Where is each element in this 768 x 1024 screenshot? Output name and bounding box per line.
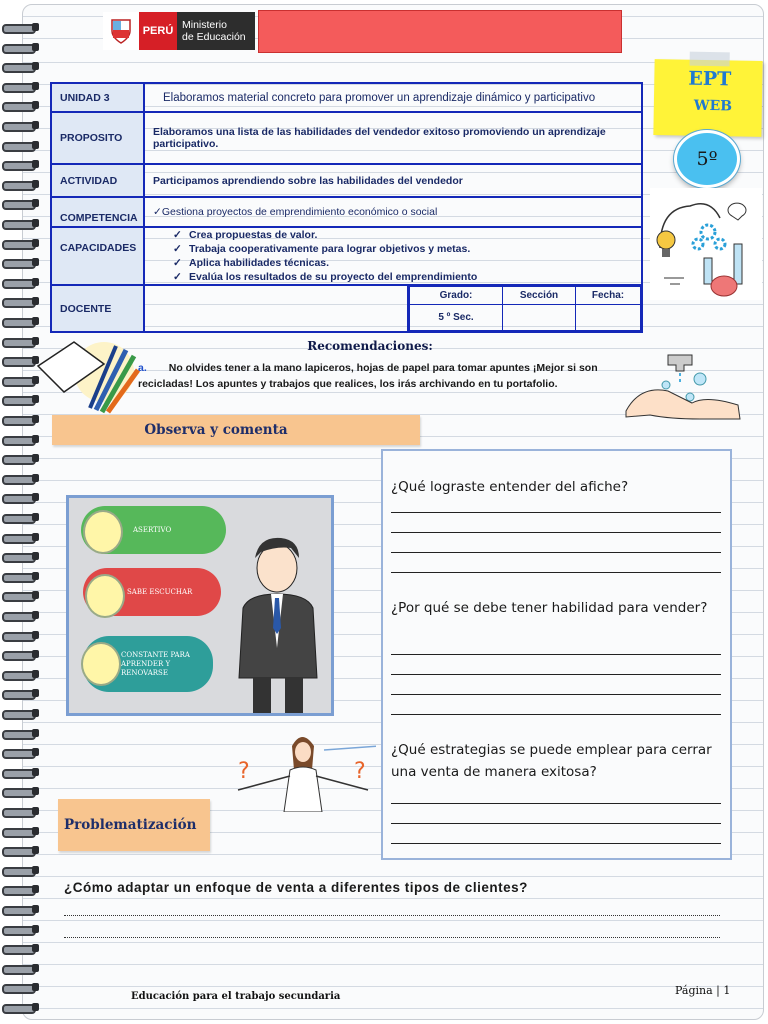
lightbulb-icon	[81, 642, 121, 686]
coil-hole	[32, 729, 39, 737]
coil-hole	[32, 454, 39, 462]
coil-ring	[2, 396, 36, 406]
coil-ring	[2, 671, 36, 681]
coil-hole	[32, 670, 39, 678]
spiral-coil	[2, 826, 38, 836]
handwashing-icon	[620, 345, 744, 427]
coat-of-arms-icon	[103, 12, 139, 50]
coil-hole	[32, 513, 39, 521]
coil-ring	[2, 965, 36, 975]
coil-ring	[2, 788, 36, 798]
spiral-coil	[2, 571, 38, 581]
seccion-field[interactable]	[503, 305, 576, 331]
web-label: WEB	[693, 97, 733, 115]
coil-ring	[2, 906, 36, 916]
coil-hole	[32, 925, 39, 933]
fecha-label: Fecha:	[576, 287, 641, 305]
coil-ring	[2, 220, 36, 230]
question-mark-icon: ?	[238, 759, 250, 784]
spiral-coil	[2, 806, 38, 816]
answer-line[interactable]	[391, 823, 721, 824]
grado-seccion-fecha-table	[409, 286, 641, 331]
coil-hole	[32, 983, 39, 991]
peru-label: PERÚ	[139, 12, 177, 50]
coil-ring	[2, 553, 36, 563]
spiral-coil	[2, 728, 38, 738]
coil-ring	[2, 730, 36, 740]
poster-item3: CONSTANTE PARA APRENDER Y RENOVARSE	[121, 650, 190, 677]
grado-value: 5 º Sec.	[410, 305, 503, 331]
ministry-name: Ministerio de Educación	[182, 19, 246, 43]
check-icon: ✓	[153, 206, 162, 218]
coil-ring	[2, 534, 36, 544]
question-1: ¿Qué lograste entender del afiche?	[391, 479, 629, 495]
coil-hole	[32, 827, 39, 835]
capacidad-item: ✓ Trabaja cooperativamente para lograr objetivos y metas.	[173, 243, 471, 255]
coil-ring	[2, 573, 36, 583]
spiral-coil	[2, 845, 38, 855]
coil-ring	[2, 338, 36, 348]
coil-hole	[32, 591, 39, 599]
coil-hole	[32, 964, 39, 972]
capacidades-list	[169, 228, 641, 284]
coil-hole	[32, 82, 39, 90]
spiral-coil	[2, 884, 38, 894]
coil-hole	[32, 62, 39, 70]
coil-ring	[2, 847, 36, 857]
check-icon: ✓	[173, 271, 182, 283]
coil-ring	[2, 690, 36, 700]
actividad-value: Participamos aprendiendo sobre las habilidades del vendedor	[144, 164, 642, 197]
coil-hole	[32, 493, 39, 501]
coil-hole	[32, 709, 39, 717]
spiral-coil	[2, 336, 38, 346]
grado-label: Grado:	[410, 287, 503, 305]
coil-ring	[2, 514, 36, 524]
coil-ring	[2, 984, 36, 994]
coil-ring	[2, 24, 36, 34]
coil-hole	[32, 866, 39, 874]
poster-item1: ASERTIVO	[133, 526, 172, 534]
answer-line[interactable]	[391, 532, 721, 533]
coil-hole	[32, 297, 39, 305]
coil-ring	[2, 181, 36, 191]
fecha-field[interactable]	[576, 305, 641, 331]
grado-seccion-fecha-cell	[408, 285, 642, 332]
spiral-coil	[2, 316, 38, 326]
coil-ring	[2, 749, 36, 759]
answer-line[interactable]	[391, 512, 721, 513]
check-icon: ✓	[173, 229, 182, 241]
coil-hole	[32, 885, 39, 893]
lesson-info-table	[50, 82, 643, 333]
coil-hole	[32, 435, 39, 443]
coil-ring	[2, 122, 36, 132]
coil-hole	[32, 905, 39, 913]
coil-ring	[2, 44, 36, 54]
coil-hole	[32, 552, 39, 560]
unidad-value: Elaboramos material concreto para promover un aprendizaje dinámico y participativo	[144, 83, 642, 112]
spiral-coil	[2, 688, 38, 698]
coil-hole	[32, 807, 39, 815]
tape-decoration	[690, 52, 730, 67]
spiral-coil	[2, 159, 38, 169]
capacidad-item: ✓ Crea propuestas de valor.	[173, 229, 318, 241]
problem-question: ¿Cómo adaptar un enfoque de venta a diferentes tipos de clientes?	[64, 880, 528, 895]
question-3: ¿Qué estrategias se puede emplear para cerrar una venta de manera exitosa?	[391, 742, 712, 780]
check-icon: ✓	[173, 257, 182, 269]
coil-ring	[2, 240, 36, 250]
coil-hole	[32, 239, 39, 247]
check-icon: ✓	[173, 243, 182, 255]
coil-ring	[2, 651, 36, 661]
coil-hole	[32, 317, 39, 325]
spiral-coil	[2, 492, 38, 502]
brain-gears-illustration	[650, 188, 762, 300]
coil-hole	[32, 944, 39, 952]
docente-label: DOCENTE	[51, 285, 144, 332]
businessman-icon	[229, 528, 329, 716]
coil-hole	[32, 631, 39, 639]
coil-hole	[32, 141, 39, 149]
answer-line[interactable]	[391, 674, 721, 675]
coil-ring	[2, 83, 36, 93]
spiral-coil	[2, 179, 38, 189]
coil-ring	[2, 436, 36, 446]
coil-hole	[32, 787, 39, 795]
capacidades-label: CAPACIDADES	[51, 227, 144, 285]
spiral-coil	[2, 277, 38, 287]
spiral-coil	[2, 786, 38, 796]
question-2: ¿Por qué se debe tener habilidad para vender?	[391, 600, 708, 616]
capacidades-cell	[144, 227, 642, 285]
problematizacion-banner: Problematización	[58, 799, 210, 851]
dotted-answer-line[interactable]	[64, 915, 720, 916]
coil-ring	[2, 142, 36, 152]
spiral-coil	[2, 551, 38, 561]
spiral-coil	[2, 257, 38, 267]
question-mark-icon: ?	[354, 759, 366, 784]
coil-hole	[32, 199, 39, 207]
coil-hole	[32, 121, 39, 129]
answer-line[interactable]	[391, 654, 721, 655]
competencia-value: Gestiona proyectos de emprendimiento económico o social	[161, 206, 438, 218]
spiral-coil	[2, 982, 38, 992]
spiral-coil	[2, 963, 38, 973]
poster-item2: SABE ESCUCHAR	[127, 588, 193, 596]
spiral-binding	[0, 0, 44, 1024]
coil-hole	[32, 23, 39, 31]
coil-ring	[2, 298, 36, 308]
coil-ring	[2, 494, 36, 504]
coil-hole	[32, 650, 39, 658]
spiral-coil	[2, 296, 38, 306]
questions-box	[381, 449, 732, 860]
answer-line[interactable]	[391, 714, 721, 715]
dotted-answer-line[interactable]	[64, 937, 720, 938]
page-number: Página | 1	[675, 984, 731, 997]
answer-line[interactable]	[391, 552, 721, 553]
coil-ring	[2, 808, 36, 818]
coil-ring	[2, 416, 36, 426]
coil-ring	[2, 200, 36, 210]
coil-hole	[32, 101, 39, 109]
coil-hole	[32, 258, 39, 266]
spiral-coil	[2, 218, 38, 228]
lightbulb-icon	[85, 574, 125, 618]
capacidad-item: ✓ Aplica habilidades técnicas.	[173, 257, 330, 269]
recomendaciones-text: a. No olvides tener a la mano lapiceros, hojas de papel para tomar apuntes ¡Mejor si son recicladas! Los apuntes y trabajos que realices, los irás archivando en tu portafolio.	[138, 362, 598, 390]
coil-hole	[32, 689, 39, 697]
coil-ring	[2, 592, 36, 602]
ept-label: EPT	[688, 67, 732, 91]
coil-ring	[2, 279, 36, 289]
coil-ring	[2, 259, 36, 269]
coil-ring	[2, 377, 36, 387]
coil-ring	[2, 886, 36, 896]
spiral-coil	[2, 924, 38, 934]
spiral-coil	[2, 630, 38, 640]
coil-hole	[32, 219, 39, 227]
coil-ring	[2, 1004, 36, 1014]
competencia-label: COMPETENCIA	[51, 197, 144, 227]
coil-ring	[2, 612, 36, 622]
spiral-coil	[2, 453, 38, 463]
paper-pencils-illustration	[34, 336, 144, 416]
coil-hole	[32, 160, 39, 168]
spiral-coil	[2, 904, 38, 914]
coil-hole	[32, 43, 39, 51]
coil-hole	[32, 768, 39, 776]
thinking-woman-illustration	[230, 730, 376, 812]
spiral-coil	[2, 649, 38, 659]
coil-ring	[2, 357, 36, 367]
spiral-coil	[2, 140, 38, 150]
spiral-coil	[2, 100, 38, 110]
unidad-label: UNIDAD 3	[51, 83, 144, 112]
header-banner	[258, 10, 622, 53]
coil-ring	[2, 769, 36, 779]
spiral-coil	[2, 708, 38, 718]
coil-hole	[32, 572, 39, 580]
spiral-coil	[2, 434, 38, 444]
coil-ring	[2, 632, 36, 642]
spiral-coil	[2, 669, 38, 679]
coil-ring	[2, 102, 36, 112]
coil-ring	[2, 63, 36, 73]
answer-line[interactable]	[391, 694, 721, 695]
coil-ring	[2, 945, 36, 955]
spiral-coil	[2, 767, 38, 777]
spiral-coil	[2, 355, 38, 365]
coil-ring	[2, 710, 36, 720]
coil-hole	[32, 1003, 39, 1011]
proposito-value: Elaboramos una lista de las habilidades del vendedor exitoso promoviendo un aprendizaje participativo.	[144, 112, 642, 164]
proposito-label: PROPOSITO	[51, 112, 144, 164]
coil-hole	[32, 611, 39, 619]
coil-hole	[32, 533, 39, 541]
answer-line[interactable]	[391, 803, 721, 804]
coil-ring	[2, 926, 36, 936]
coil-ring	[2, 455, 36, 465]
coil-hole	[32, 180, 39, 188]
coil-hole	[32, 474, 39, 482]
competencia-cell	[144, 197, 642, 227]
spiral-coil	[2, 238, 38, 248]
docente-field[interactable]	[144, 285, 408, 332]
actividad-label: ACTIVIDAD	[51, 164, 144, 197]
spiral-coil	[2, 610, 38, 620]
minedu-logo	[103, 12, 255, 50]
list-marker: a.	[138, 362, 147, 374]
spiral-coil	[2, 747, 38, 757]
coil-ring	[2, 867, 36, 877]
observa-banner: Observa y comenta	[52, 415, 420, 445]
answer-line[interactable]	[391, 572, 721, 573]
spiral-coil	[2, 198, 38, 208]
spiral-coil	[2, 61, 38, 71]
spiral-coil	[2, 590, 38, 600]
coil-ring	[2, 475, 36, 485]
answer-line[interactable]	[391, 843, 721, 844]
coil-ring	[2, 828, 36, 838]
coil-ring	[2, 161, 36, 171]
coil-hole	[32, 846, 39, 854]
spiral-coil	[2, 42, 38, 52]
recomendaciones-title: Recomendaciones:	[307, 339, 433, 353]
spiral-coil	[2, 1002, 38, 1012]
ept-sticky-note	[653, 59, 762, 137]
coil-ring	[2, 318, 36, 328]
salesperson-poster-image	[66, 495, 334, 716]
spiral-coil	[2, 512, 38, 522]
spiral-coil	[2, 120, 38, 130]
spiral-coil	[2, 81, 38, 91]
lightbulb-icon	[83, 510, 123, 554]
coil-hole	[32, 415, 39, 423]
footer-course: Educación para el trabajo secundaria	[131, 991, 341, 1002]
seccion-label: Sección	[503, 287, 576, 305]
spiral-coil	[2, 865, 38, 875]
grade-badge: 5º	[674, 130, 740, 188]
spiral-coil	[2, 414, 38, 424]
spiral-coil	[2, 394, 38, 404]
capacidad-item: ✓ Evalúa los resultados de su proyecto del emprendimiento	[173, 271, 478, 283]
spiral-coil	[2, 22, 38, 32]
spiral-coil	[2, 532, 38, 542]
coil-hole	[32, 748, 39, 756]
spiral-coil	[2, 473, 38, 483]
spiral-coil	[2, 943, 38, 953]
spiral-coil	[2, 375, 38, 385]
coil-hole	[32, 278, 39, 286]
